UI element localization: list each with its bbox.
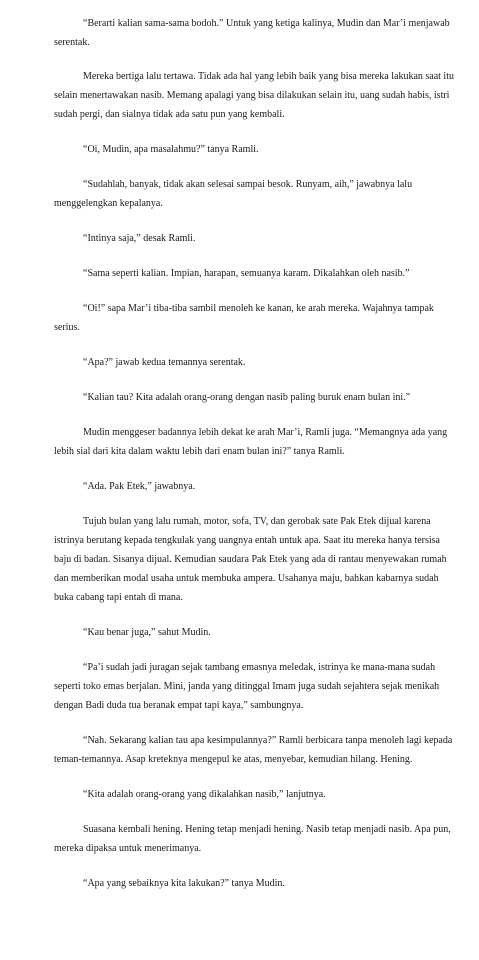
paragraph-10: Mudin menggeser badannya lebih dekat ke arah Mar’i, Ramli juga. “Memangnya ada yang lebih sial dari kita dalam waktu lebih dari enam bulan ini?” tanya Ramli. <box>54 427 448 457</box>
paragraph-16: “Kita adalah orang-orang yang dikalahkan nasib,” lanjutnya. <box>83 789 326 800</box>
paragraph-5: “Intinya saja,” desak Ramli. <box>83 233 196 244</box>
paragraph-14: “Pa’i sudah jadi juragan sejak tambang emasnya meledak, istrinya ke mana-mana sudah seperti toko emas berjalan. Mini, janda yang ditinggal Imam juga sudah sejahtera sejak menikah dengan Badi duda tua beranak empat tapi kaya,” sambungnya. <box>54 662 440 711</box>
paragraph-6: “Sama seperti kalian. Impian, harapan, semuanya karam. Dikalahkan oleh nasib.” <box>83 268 410 279</box>
paragraph-9: “Kalian tau? Kita adalah orang-orang dengan nasib paling buruk enam bulan ini.” <box>83 392 411 403</box>
text-body <box>54 14 454 909</box>
paragraph-13: “Kau benar juga,” sahut Mudin. <box>83 627 211 638</box>
paragraph-11: “Ada. Pak Etek,” jawabnya. <box>83 481 196 492</box>
paragraph-18: “Apa yang sebaiknya kita lakukan?” tanya Mudin. <box>83 878 285 889</box>
paragraph-1: “Berarti kalian sama-sama bodoh.” Untuk yang ketiga kalinya, Mudin dan Mar’i menjawab serentak. <box>54 18 450 48</box>
paragraph-8: “Apa?” jawab kedua temannya serentak. <box>83 357 246 368</box>
paragraph-12: Tujuh bulan yang lalu rumah, motor, sofa, TV, dan gerobak sate Pak Etek dijual karena istrinya berutang kepada tengkulak yang uangnya entah untuk apa. Saat itu mereka hanya tersisa baju di badan. Sisanya dijual. Kemudian saudara Pak Etek yang ada di rantau menyewakan rumah dan memberikan modal usaha untuk membuka ampera. Usahanya maju, bahkan kabarnya sudah buka cabang tapi entah di mana. <box>54 516 447 603</box>
paragraph-17: Suasana kembali hening. Hening tetap menjadi hening. Nasib tetap menjadi nasib. Apa pun, mereka dipaksa untuk menerimanya. <box>54 824 451 854</box>
paragraph-2: Mereka bertiga lalu tertawa. Tidak ada hal yang lebih baik yang bisa mereka lakukan saat itu selain menertawakan nasib. Memang apalagi yang bisa dilakukan selain itu, uang sudah habis, istri sudah pergi, dan sialnya tidak ada satu pun yang kembali. <box>54 71 454 120</box>
paragraph-7: “Oi!” sapa Mar’i tiba-tiba sambil menoleh ke kanan, ke arah mereka. Wajahnya tampak serius. <box>54 303 434 333</box>
paragraph-3: “Oi, Mudin, apa masalahmu?” tanya Ramli. <box>83 144 259 155</box>
paragraph-15: “Nah. Sekarang kalian tau apa kesimpulannya?” Ramli berbicara tanpa menoleh lagi kepada teman-temannya. Asap kreteknya mengepul ke atas, menyebar, kemudian hilang. Hening. <box>54 735 453 765</box>
paragraph-4: “Sudahlah, banyak, tidak akan selesai sampai besok. Runyam, aih,” jawabnya lalu menggelengkan kepalanya. <box>54 179 413 209</box>
